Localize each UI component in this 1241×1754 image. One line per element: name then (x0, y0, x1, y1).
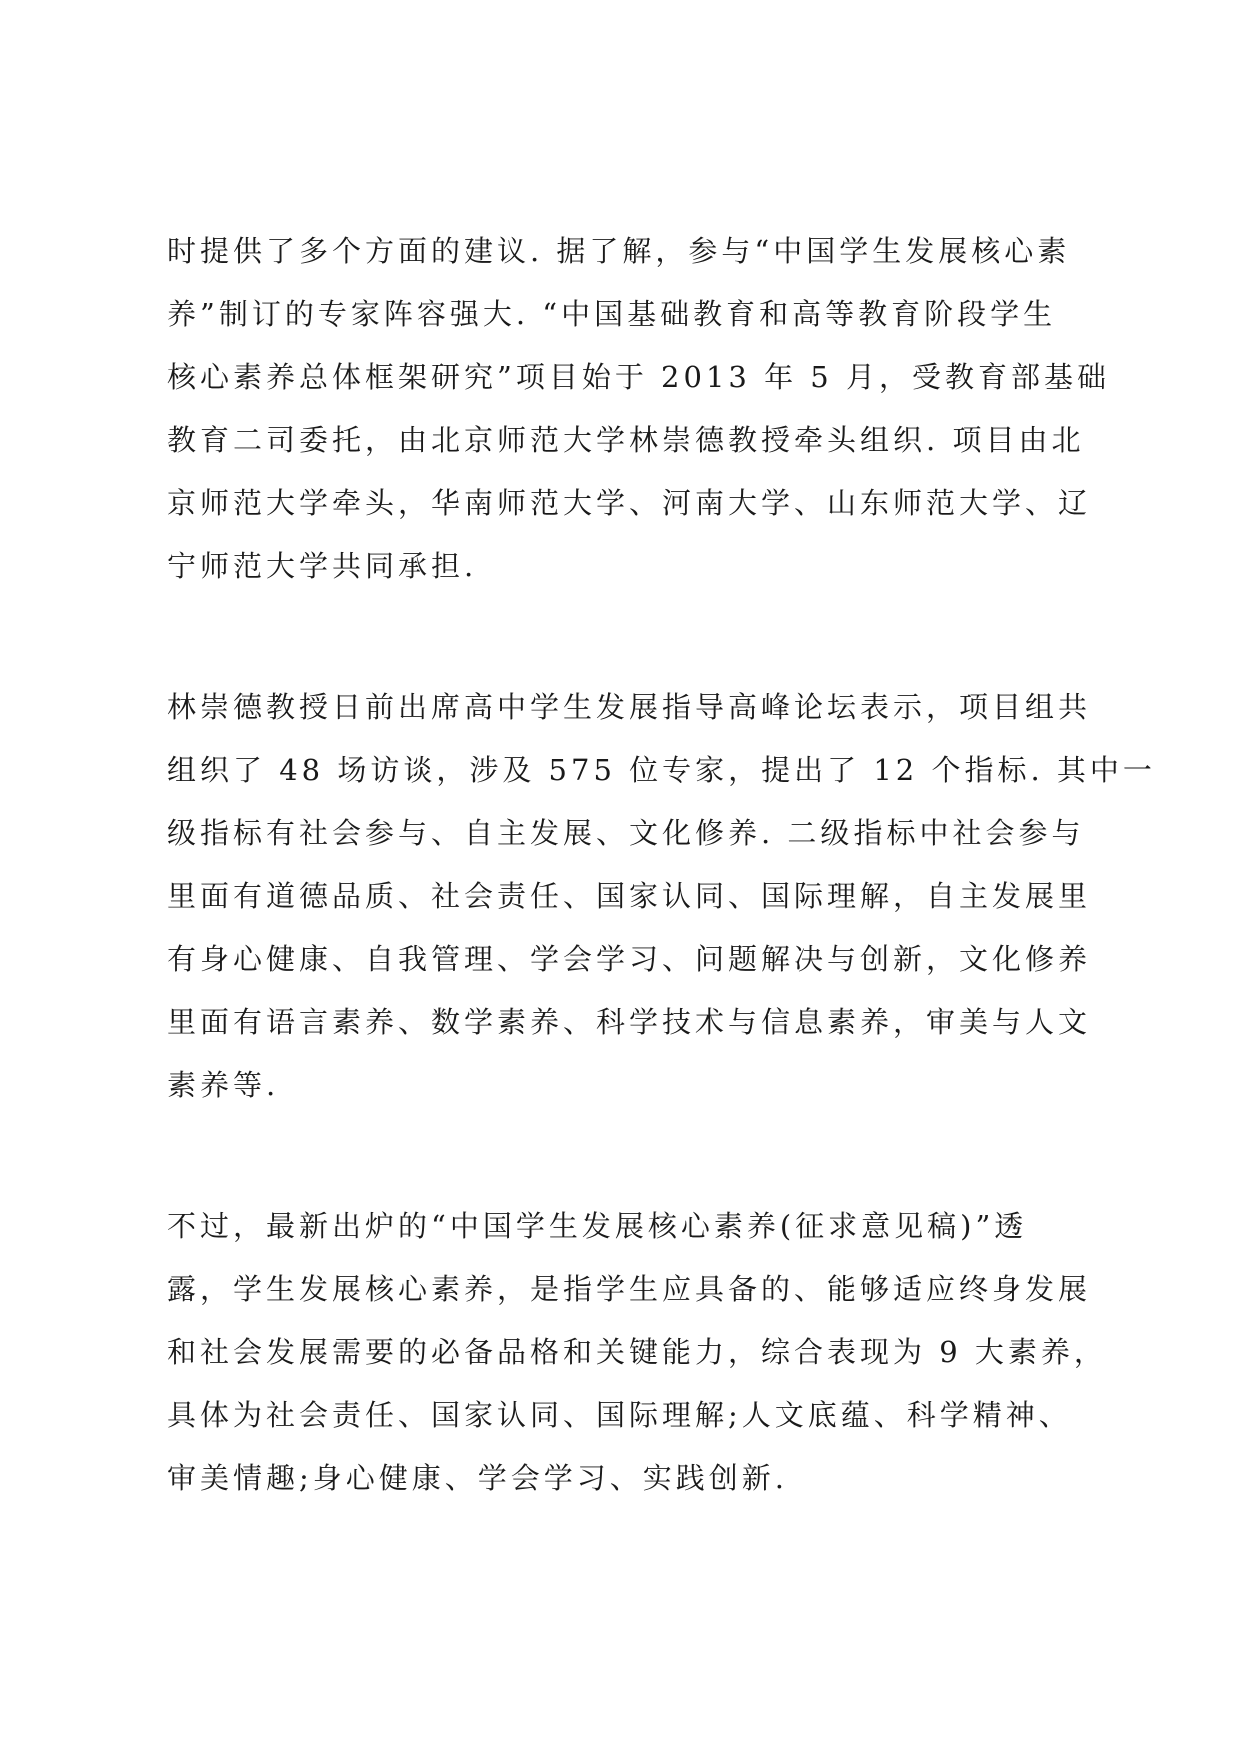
paragraph-line: 级指标有社会参与、自主发展、文化修养. 二级指标中社会参与 (167, 816, 1085, 850)
paragraph-line: 有身心健康、自我管理、学会学习、问题解决与创新，文化修养 (167, 942, 1092, 976)
paragraph-line: 里面有道德品质、社会责任、国家认同、国际理解，自主发展里 (167, 879, 1092, 913)
paragraph-line: 里面有语言素养、数学素养、科学技术与信息素养，审美与人文 (167, 1005, 1092, 1039)
paragraph-line: 露，学生发展核心素养，是指学生应具备的、能够适应终身发展 (167, 1272, 1092, 1306)
paragraph-line: 核心素养总体框架研究”项目始于 2013 年 5 月，受教育部基础 (167, 360, 1110, 394)
paragraph-line: 养”制订的专家阵容强大. “中国基础教育和高等教育阶段学生 (167, 297, 1057, 331)
paragraph-line: 审美情趣;身心健康、学会学习、实践创新. (167, 1461, 788, 1495)
paragraph-line: 不过，最新出炉的“中国学生发展核心素养(征求意见稿)”透 (167, 1209, 1028, 1243)
paragraph-1 (167, 220, 1110, 598)
paragraph-line: 宁师范大学共同承担. (167, 549, 478, 583)
paragraph-line: 教育二司委托，由北京师范大学林崇德教授牵头组织. 项目由北 (167, 423, 1085, 457)
paragraph-line: 具体为社会责任、国家认同、国际理解;人文底蕴、科学精神、 (167, 1398, 1072, 1432)
paragraph-2 (167, 676, 1156, 1117)
paragraph-line: 素养等. (167, 1068, 280, 1102)
paragraph-line: 林崇德教授日前出席高中学生发展指导高峰论坛表示，项目组共 (167, 690, 1092, 724)
paragraph-line: 京师范大学牵头，华南师范大学、河南大学、山东师范大学、辽 (167, 486, 1092, 520)
paragraph-3 (167, 1195, 1107, 1510)
paragraph-line: 组织了 48 场访谈，涉及 575 位专家，提出了 12 个指标. 其中一 (167, 753, 1156, 787)
paragraph-line: 和社会发展需要的必备品格和关键能力，综合表现为 9 大素养， (167, 1335, 1107, 1369)
paragraph-line: 时提供了多个方面的建议. 据了解，参与“中国学生发展核心素 (167, 234, 1071, 268)
